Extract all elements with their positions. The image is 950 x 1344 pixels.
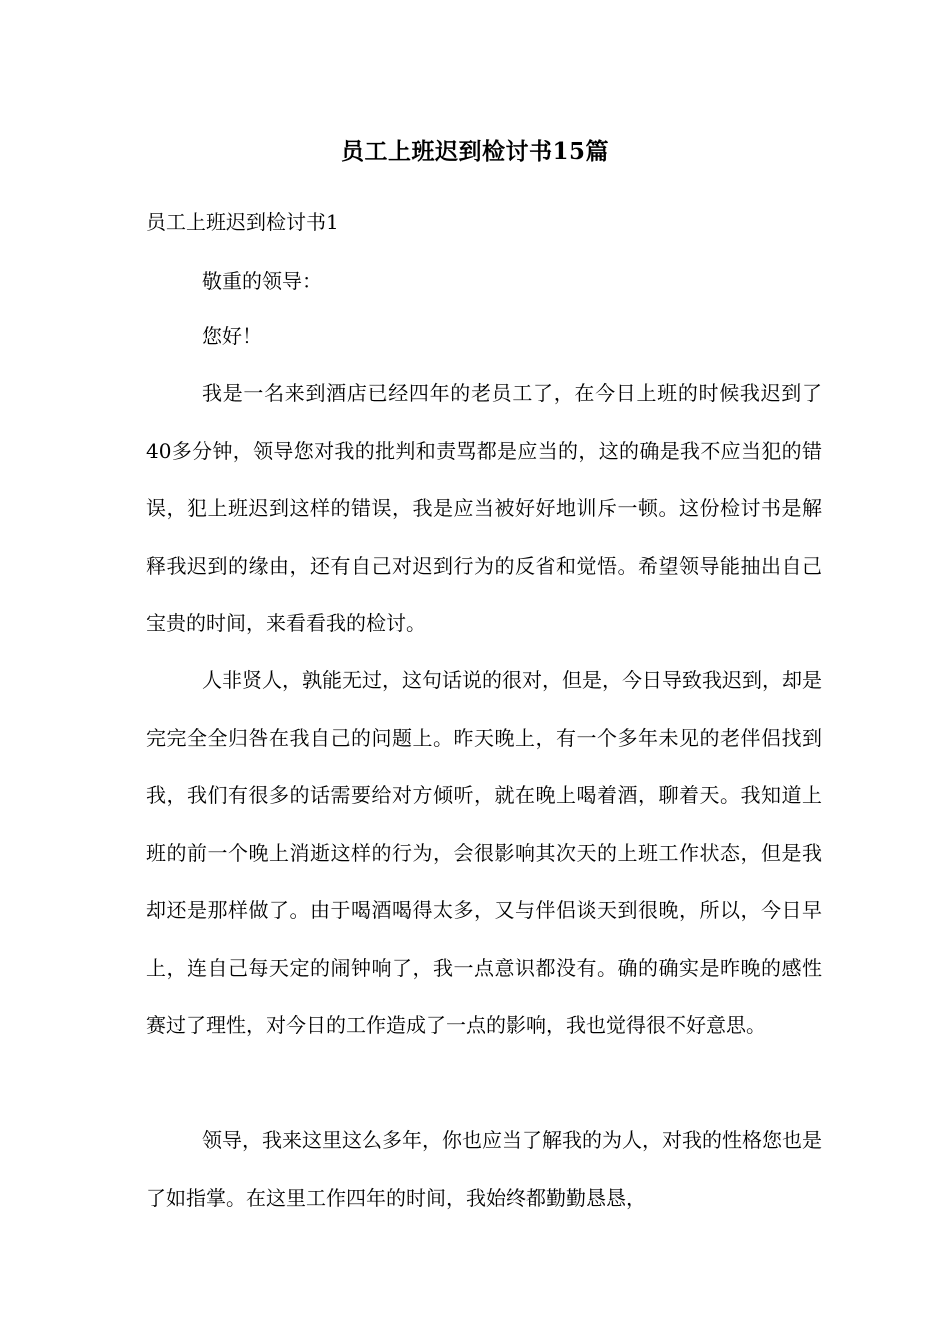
document-title: 员工上班迟到检讨书15篇: [340, 138, 609, 165]
salutation: 敬重的领导：: [202, 269, 322, 293]
body-paragraph: 我是一名来到酒店已经四年的老员工了，在今日上班的时候我迟到了40多分钟，领导您对我的批判和责骂都是应当的，这的确是我不应当犯的错误，犯上班迟到这样的错误，我是应当被好好地训斥一顿。这份检讨书是解释我迟到的缘由，还有自己对迟到行为的反省和觉悟。希望领导能抽出自己宝贵的时间，来看看我的检讨。: [146, 381, 822, 635]
body-paragraph: 领导，我来这里这么多年，你也应当了解我的为人，对我的性格您也是了如指掌。在这里工作四年的时间，我始终都勤勤恳恳，: [146, 1128, 822, 1210]
greeting: 您好！: [202, 324, 262, 348]
section-heading: 员工上班迟到检讨书1: [146, 210, 339, 234]
body-paragraph: 人非贤人，孰能无过，这句话说的很对，但是，今日导致我迟到，却是完完全全归咎在我自己的问题上。昨天晚上，有一个多年未见的老伴侣找到我，我们有很多的话需要给对方倾听，就在晚上喝着酒，聊着天。我知道上班的前一个晚上消逝这样的行为，会很影响其次天的上班工作状态，但是我却还是那样做了。由于喝酒喝得太多，又与伴侣谈天到很晚，所以，今日早上，连自己每天定的闹钟响了，我一点意识都没有。确的确实是昨晚的感性赛过了理性，对今日的工作造成了一点的影响，我也觉得很不好意思。: [146, 668, 822, 1037]
